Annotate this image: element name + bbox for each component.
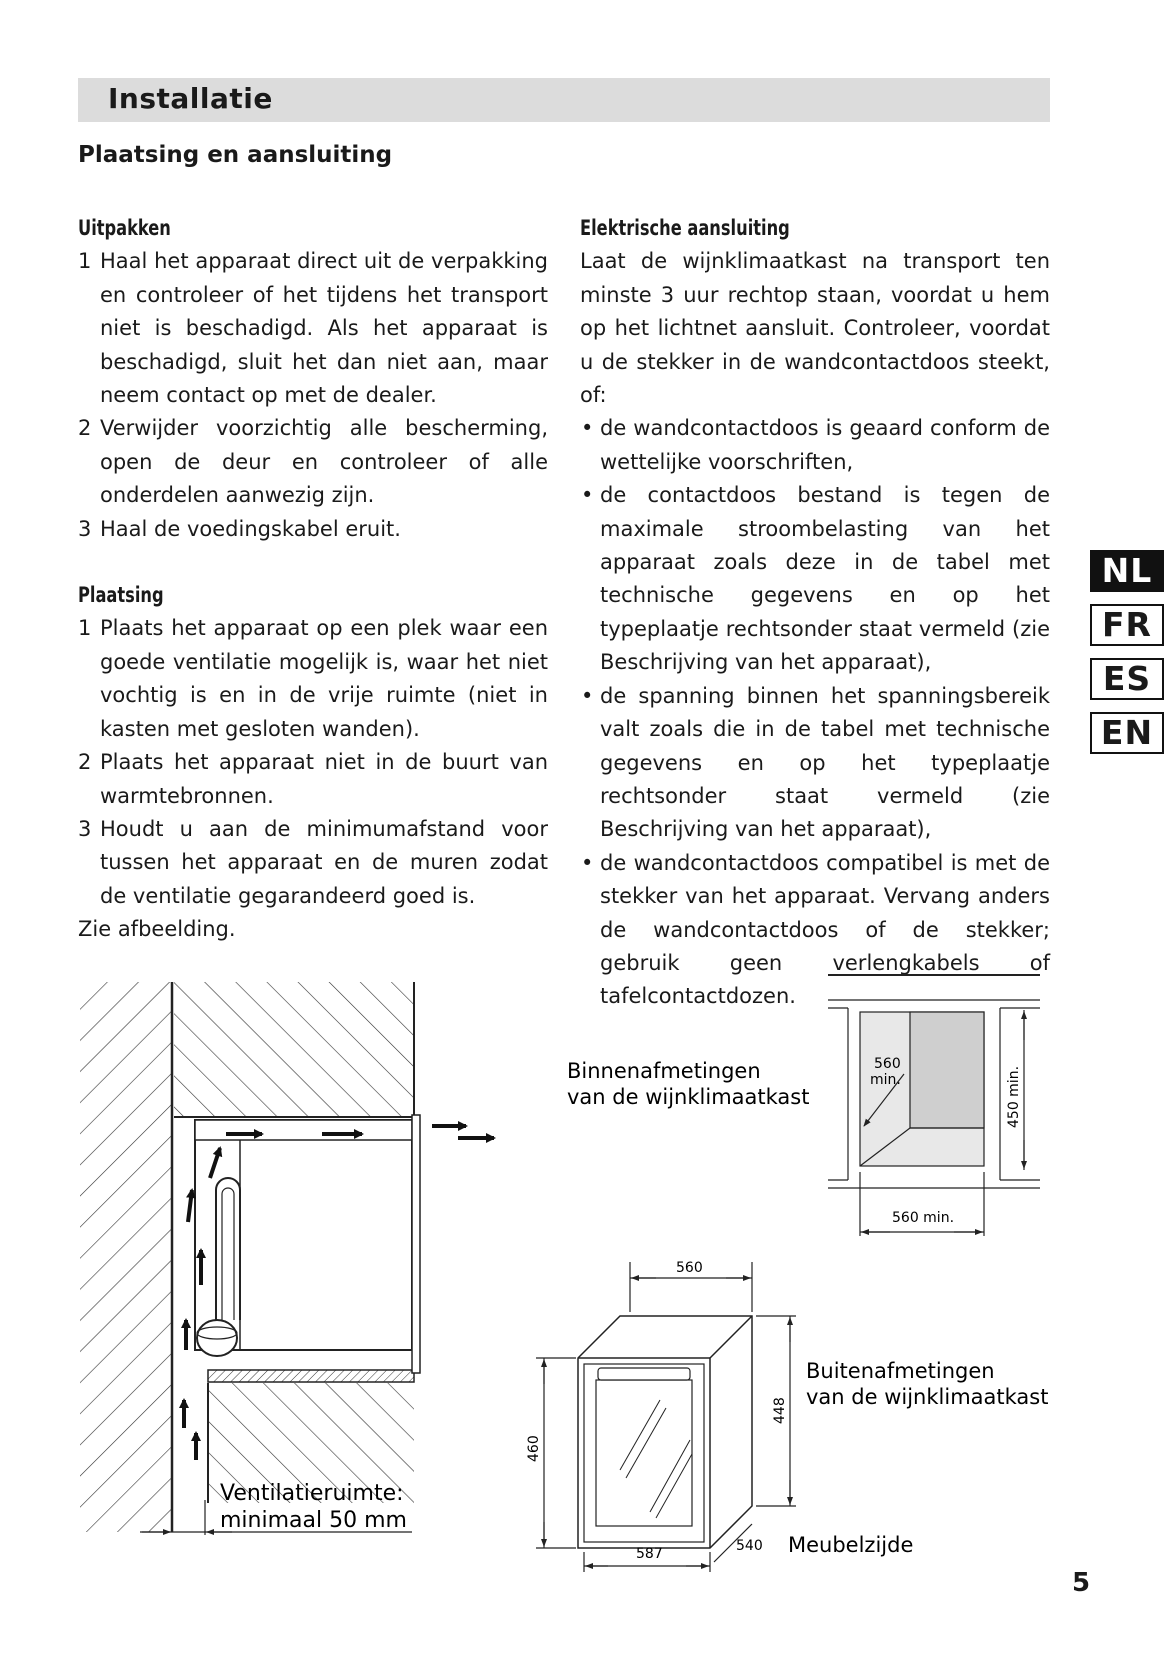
electrical-heading: Elektrische aansluiting [580,216,790,240]
step-number: 2 [78,750,92,775]
furniture-side-label: Meubelzijde [788,1533,914,1557]
placement-heading: Plaatsing [78,583,164,608]
inner-label-2: van de wijnklimaatkast [567,1085,810,1109]
door-handle [598,1368,690,1380]
outer-dimensions-figure [526,1260,1048,1572]
language-tab-nl[interactable]: NL [1090,550,1164,592]
outer-height-right: 448 [772,1397,788,1424]
inner-depth-value: 560 [874,1056,901,1072]
inner-depth-unit: min. [870,1072,901,1088]
shelf [208,1370,414,1382]
language-tab-en[interactable]: EN [1090,712,1164,754]
outer-top-width: 560 [676,1260,703,1276]
appliance-door [412,1115,420,1373]
inner-width-value: 560 min. [892,1210,955,1226]
step-number: 1 [78,249,92,274]
step-number: 3 [78,816,92,841]
electrical-bullet-3: • de spanning binnen het spanningsbereik valt zoals die in de tabel met technische gegevens en op het typeplaatje rechtsonder staat vermeld (zie Beschrijving van het apparaat), [580,680,1050,847]
ceiling-hatch [174,982,414,1117]
page-number: 5 [1072,1568,1091,1598]
step-text: Haal het apparaat direct uit de verpakking en controleer of het tijdens het transport niet is beschadigd. Als het apparaat is beschadigd, sluit het dan niet aan, maar neem contact op met de dealer. [100,249,548,408]
outer-label-1: Buitenafmetingen [806,1359,995,1383]
step-text: Plaats het apparaat op een plek waar een goede ventilatie mogelijk is, waar het niet vochtig is en in de vrije ruimte (niet in kasten met gesloten wanden). [100,616,548,741]
appliance-body [195,1120,412,1350]
ventilation-label-1: Ventilatieruimte: [220,1481,404,1506]
outer-label-2: van de wijnklimaatkast [806,1385,1049,1409]
appliance-glass [596,1380,692,1526]
outer-height-left: 460 [526,1435,542,1462]
step-text: Houdt u aan de minimumafstand voor tussen het apparaat en de muren zodat de ventilatie gegarandeerd goed is. [100,816,548,908]
language-tab-es[interactable]: ES [1090,658,1164,700]
placement-footer: Zie afbeelding. [78,917,236,942]
inner-label-1: Binnenafmetingen [567,1059,761,1083]
back-wall-hatch [80,982,172,1532]
page-subtitle: Plaatsing en aansluiting [78,142,393,168]
electrical-bullet-4: • de wandcontactdoos compatibel is met de stekker van het apparaat. Vervang anders de wandcontactdoos of de stekker; gebruik geen verlengkabels of tafelcontactdozen. [580,847,1050,1014]
step-text: Haal de voedingskabel eruit. [100,516,401,541]
language-tab-fr[interactable]: FR [1090,604,1164,646]
step-number: 2 [78,416,92,441]
electrical-intro: Laat de wijnklimaatkast na transport ten minste 3 uur rechtop staan, voordat u hem op het lichtnet aansluit. Controleer, voordat u de stekker in de wandcontactdoos steekt, of: [580,249,1050,408]
step-text: Plaats het apparaat niet in de buurt van warmtebronnen. [100,750,548,808]
ventilation-label-2: minimaal 50 mm [220,1508,407,1533]
installation-side-view [80,982,494,1535]
electrical-bullet-2: • de contactdoos bestand is tegen de maximale stroombelasting van het apparaat zoals deze in de tabel met technische gegevens en op het typeplaatje rechtsonder staat vermeld (zie Beschrijving van het apparaat), [580,479,1050,679]
electrical-bullet-1: • de wandcontactdoos is geaard conform de wettelijke voorschriften, [580,412,1050,479]
outer-depth: 540 [736,1538,763,1554]
step-number: 1 [78,616,92,641]
inner-dimensions-figure [567,975,1040,1236]
section-title: Installatie [108,82,273,115]
step-text: Verwijder voorzichtig alle bescherming, open de deur en controleer of alle onderdelen aanwezig zijn. [100,416,548,508]
step-number: 3 [78,516,92,541]
outer-bottom-width: 587 [636,1546,663,1562]
unpack-heading: Uitpakken [78,216,171,240]
inner-height-value: 450 min. [1006,1065,1022,1128]
compressor [197,1320,237,1356]
